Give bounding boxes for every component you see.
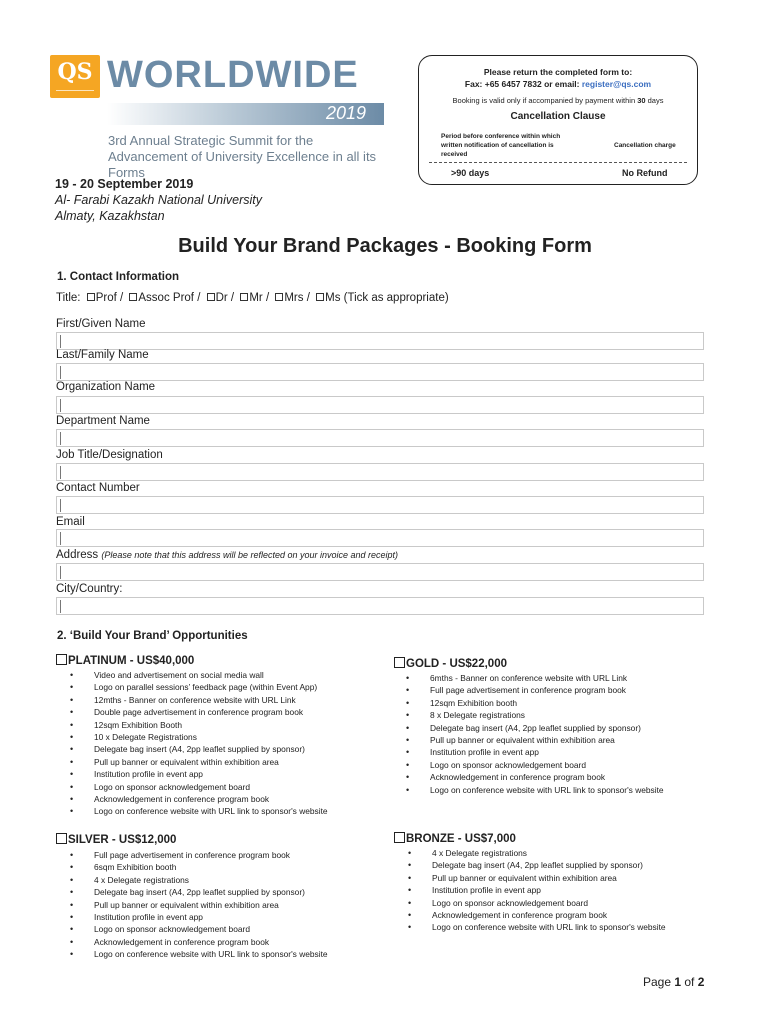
first-name-label: First/Given Name bbox=[56, 318, 146, 330]
list-item: • Delegate bag insert (A4, 2pp leaflet supplied by sponsor) bbox=[70, 743, 328, 755]
address-label bbox=[56, 549, 398, 561]
list-item: • Acknowledgement in conference program book bbox=[70, 793, 328, 805]
list-item: • 12sqm Exhibition booth bbox=[406, 697, 664, 709]
last-name-field[interactable] bbox=[56, 363, 704, 381]
event-city: Almaty, Kazakhstan bbox=[55, 209, 165, 223]
opportunities-section-heading: 2. ‘Build Your Brand’ Opportunities bbox=[57, 630, 248, 642]
year-banner bbox=[107, 103, 384, 125]
last-name-label: Last/Family Name bbox=[56, 349, 149, 361]
form-title: Build Your Brand Packages - Booking Form bbox=[178, 235, 592, 257]
list-item: • Pull up banner or equivalent within exhibition area bbox=[408, 872, 666, 884]
list-item: • 6sqm Exhibition booth bbox=[70, 861, 328, 873]
organization-label: Organization Name bbox=[56, 381, 156, 393]
address-field[interactable] bbox=[56, 563, 704, 581]
silver-checkbox[interactable] bbox=[56, 833, 67, 844]
list-item: • 10 x Delegate Registrations bbox=[70, 731, 328, 743]
valid-days: 30 bbox=[637, 96, 646, 105]
silver-title-text: SILVER - US$12,000 bbox=[68, 834, 177, 846]
list-item: • Logo on conference website with URL link to sponsor's website bbox=[70, 948, 328, 960]
list-item: • Full page advertisement in conference program book bbox=[70, 849, 328, 861]
list-item: • Logo on sponsor acknowledgement board bbox=[70, 923, 328, 935]
title-selector: Title: Prof / Assoc Prof / Dr / Mr / Mrs / Ms (Tick as appropriate) bbox=[56, 292, 449, 304]
contact-number-label: Contact Number bbox=[56, 482, 140, 494]
qs-logo bbox=[50, 55, 100, 98]
list-item: • Logo on conference website with URL link to sponsor's website bbox=[406, 784, 664, 796]
gold-package-title bbox=[394, 657, 507, 670]
list-item: • Pull up banner or equivalent within exhibition area bbox=[70, 899, 328, 911]
platinum-package-title bbox=[56, 654, 194, 667]
city-country-label: City/Country: bbox=[56, 583, 123, 595]
email-label: Email bbox=[56, 516, 85, 528]
cancellation-clause-title: Cancellation Clause bbox=[510, 111, 606, 122]
fax-email-line bbox=[419, 79, 697, 89]
email-link[interactable]: register@qs.com bbox=[581, 79, 652, 89]
list-item: • Acknowledgement in conference program book bbox=[70, 936, 328, 948]
list-item: • 8 x Delegate registrations bbox=[406, 709, 664, 721]
event-venue: Al- Farabi Kazakh National University bbox=[55, 193, 263, 207]
checkbox-prof[interactable] bbox=[87, 293, 95, 301]
city-country-field[interactable] bbox=[56, 597, 704, 615]
list-item: • Logo on conference website with URL link to sponsor's website bbox=[408, 921, 666, 933]
list-item: • 4 x Delegate registrations bbox=[408, 847, 666, 859]
title-option-ms: Ms bbox=[325, 292, 341, 304]
cancellation-box bbox=[418, 55, 698, 185]
logo-underline bbox=[56, 90, 94, 91]
charge-value: No Refund bbox=[622, 168, 668, 178]
address-note: (Please note that this address will be reflected on your invoice and receipt) bbox=[101, 550, 399, 560]
list-item: • Institution profile in event app bbox=[70, 911, 328, 923]
checkbox-assoc-prof[interactable] bbox=[129, 293, 137, 301]
event-date: 19 - 20 September 2019 bbox=[55, 177, 194, 191]
payment-validity-note bbox=[419, 96, 697, 105]
valid-prefix: Booking is valid only if accompanied by payment within bbox=[452, 96, 638, 105]
title-option-prof: Prof bbox=[95, 292, 117, 304]
checkbox-dr[interactable] bbox=[207, 293, 215, 301]
valid-suffix: days bbox=[645, 96, 664, 105]
list-item: • Logo on sponsor acknowledgement board bbox=[70, 781, 328, 793]
platinum-title-text: PLATINUM - US$40,000 bbox=[68, 655, 195, 667]
list-item: • 4 x Delegate registrations bbox=[70, 874, 328, 886]
fax-text: Fax: +65 6457 7832 or email: bbox=[464, 79, 582, 89]
page-current: 1 bbox=[674, 975, 682, 989]
list-item: • Delegate bag insert (A4, 2pp leaflet supplied by sponsor) bbox=[406, 722, 664, 734]
list-item: • Institution profile in event app bbox=[70, 768, 328, 780]
list-item: • 6mths - Banner on conference website with URL Link bbox=[406, 672, 664, 684]
list-item: • Logo on sponsor acknowledgement board bbox=[408, 897, 666, 909]
list-item: • Video and advertisement on social media wall bbox=[70, 669, 328, 681]
page-of: of bbox=[681, 975, 698, 989]
title-suffix: (Tick as appropriate) bbox=[340, 292, 449, 304]
list-item: • Pull up banner or equivalent within exhibition area bbox=[406, 734, 664, 746]
return-instruction: Please return the completed form to: bbox=[483, 67, 633, 77]
brand-name: WORLDWIDE bbox=[107, 54, 359, 96]
list-item: • Double page advertisement in conference program book bbox=[70, 706, 328, 718]
summit-title: 3rd Annual Strategic Summit for the Advancement of University Excellence in all its Forms bbox=[108, 133, 377, 180]
period-column-header: Period before conference within which written notification of cancellation is received bbox=[441, 133, 561, 158]
gold-benefits-list bbox=[406, 672, 664, 796]
organization-field[interactable] bbox=[56, 396, 704, 414]
list-item: • Acknowledgement in conference program book bbox=[406, 771, 664, 783]
contact-number-field[interactable] bbox=[56, 496, 704, 514]
job-title-label: Job Title/Designation bbox=[56, 449, 163, 461]
list-item: • Delegate bag insert (A4, 2pp leaflet supplied by sponsor) bbox=[408, 859, 666, 871]
checkbox-mrs[interactable] bbox=[275, 293, 283, 301]
period-value: >90 days bbox=[451, 168, 490, 178]
silver-benefits-list bbox=[70, 849, 328, 961]
title-prefix: Title: bbox=[56, 292, 84, 304]
bronze-checkbox[interactable] bbox=[394, 832, 405, 843]
page-total: 2 bbox=[697, 975, 705, 989]
title-option-mrs: Mrs bbox=[284, 292, 304, 304]
page-number bbox=[643, 975, 704, 989]
title-option-dr: Dr bbox=[215, 292, 228, 304]
bronze-package-title bbox=[394, 832, 516, 845]
checkbox-mr[interactable] bbox=[240, 293, 248, 301]
list-item: • Delegate bag insert (A4, 2pp leaflet supplied by sponsor) bbox=[70, 886, 328, 898]
cancellation-divider bbox=[429, 162, 687, 163]
list-item: • Logo on parallel sessions’ feedback page (within Event App) bbox=[70, 681, 328, 693]
job-title-field[interactable] bbox=[56, 463, 704, 481]
address-label-text: Address bbox=[56, 549, 99, 561]
list-item: • Pull up banner or equivalent within exhibition area bbox=[70, 756, 328, 768]
list-item: • Institution profile in event app bbox=[406, 746, 664, 758]
department-label: Department Name bbox=[56, 415, 150, 427]
logo-text: QS bbox=[57, 59, 93, 85]
gold-checkbox[interactable] bbox=[394, 657, 405, 668]
list-item: • Institution profile in event app bbox=[408, 884, 666, 896]
email-field[interactable] bbox=[56, 529, 704, 547]
list-item: • Full page advertisement in conference program book bbox=[406, 684, 664, 696]
silver-package-title bbox=[56, 833, 176, 846]
platinum-checkbox[interactable] bbox=[56, 654, 67, 665]
bronze-benefits-list bbox=[408, 847, 666, 934]
department-field[interactable] bbox=[56, 429, 704, 447]
title-option-assoc-prof: Assoc Prof bbox=[138, 292, 194, 304]
charge-column-header: Cancellation charge bbox=[614, 142, 676, 149]
bronze-title-text: BRONZE - US$7,000 bbox=[406, 833, 516, 845]
list-item: • 12mths - Banner on conference website with URL Link bbox=[70, 694, 328, 706]
event-year: 2019 bbox=[325, 103, 366, 123]
list-item: • 12sqm Exhibition Booth bbox=[70, 719, 328, 731]
first-name-field[interactable] bbox=[56, 332, 704, 350]
platinum-benefits-list bbox=[70, 669, 328, 818]
list-item: • Logo on conference website with URL link to sponsor's website bbox=[70, 805, 328, 817]
contact-section-heading: 1. Contact Information bbox=[57, 271, 180, 283]
list-item: • Logo on sponsor acknowledgement board bbox=[406, 759, 664, 771]
list-item: • Acknowledgement in conference program book bbox=[408, 909, 666, 921]
page-prefix: Page bbox=[643, 975, 675, 989]
checkbox-ms[interactable] bbox=[316, 293, 324, 301]
gold-title-text: GOLD - US$22,000 bbox=[406, 658, 507, 670]
title-option-mr: Mr bbox=[249, 292, 263, 304]
